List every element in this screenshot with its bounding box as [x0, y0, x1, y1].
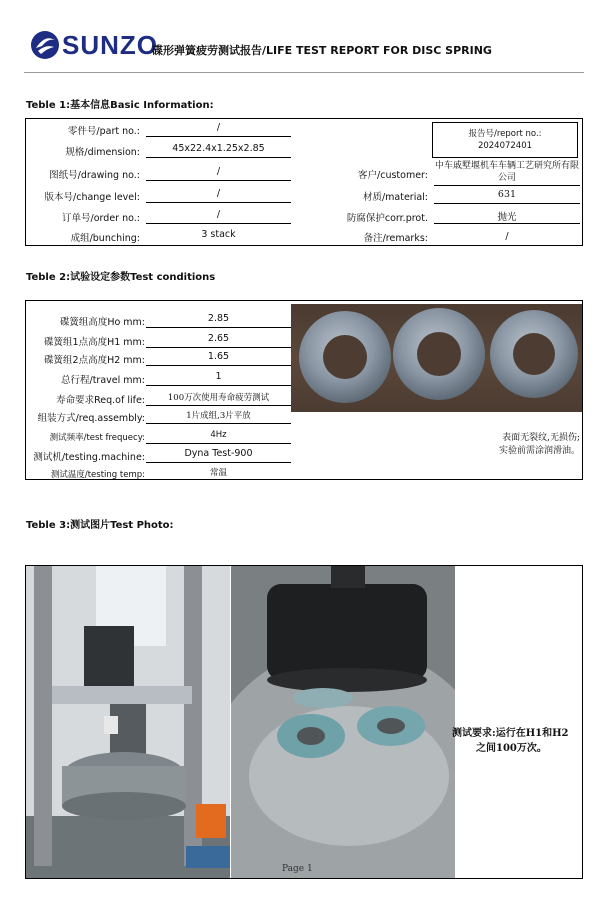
- requirement-line2: 之间100万次。: [476, 743, 547, 754]
- report-title: 碟形弹簧疲劳测试报告/LIFE TEST REPORT FOR DISC SPRING: [152, 44, 492, 57]
- label-ho: 碟簧组高度Ho mm:: [59, 317, 145, 328]
- disc-spring-photo: [291, 304, 582, 412]
- value-assembly: 1片成组,3片平放: [146, 409, 291, 424]
- label-customer: 客户/customer:: [358, 170, 428, 181]
- value-machine: Dyna Test-900: [146, 448, 291, 463]
- label-material: 材质/material:: [362, 192, 428, 203]
- disc-spring-illustration: [291, 304, 582, 412]
- label-h2: 碟簧组2点高度H2 mm:: [44, 355, 145, 366]
- value-ho: 2.85: [146, 313, 291, 328]
- result-line1: 表面无裂纹,无损伤;: [502, 433, 580, 443]
- value-report-no: 2024072401: [477, 141, 533, 151]
- table1-title: Teble 1:基本信息Basic Information:: [26, 100, 214, 111]
- value-req-life: 100万次使用寿命疲劳测试: [146, 391, 291, 406]
- test-machine-photo: [26, 566, 230, 878]
- value-h2: 1.65: [146, 351, 291, 366]
- page-number: Page 1: [282, 864, 313, 874]
- value-temp: 常温: [209, 468, 227, 478]
- label-part-no: 零件号/part no.:: [67, 126, 140, 137]
- table3-title: Teble 3:测试图片Test Photo:: [26, 520, 174, 531]
- value-corr-prot: 抛光: [434, 209, 580, 224]
- requirement-line1: 测试要求:运行在H1和H2: [452, 728, 569, 739]
- label-report-no: 报告号/report no.:: [468, 129, 542, 139]
- label-req-life: 寿命要求Req.of life:: [56, 395, 145, 406]
- value-remarks: /: [505, 231, 509, 242]
- label-travel: 总行程/travel mm:: [61, 375, 145, 386]
- value-dimension: 45x22.4x1.25x2.85: [146, 143, 291, 158]
- label-temp: 测试温度/testing temp:: [50, 470, 145, 480]
- closeup-illustration: [231, 566, 455, 878]
- test-machine-illustration: [26, 566, 230, 878]
- label-change-level: 版本号/change level:: [44, 192, 140, 203]
- label-h1: 碟簧组1点高度H1 mm:: [44, 337, 145, 348]
- table2-title: Teble 2:试验设定参数Test conditions: [26, 272, 216, 283]
- label-dimension: 规格/dimension:: [65, 147, 140, 158]
- label-frequency: 测试频率/test frequecy:: [49, 433, 145, 443]
- label-drawing-no: 图纸号/drawing no.:: [49, 170, 140, 181]
- label-assembly: 组装方式/req.assembly:: [37, 413, 145, 424]
- value-change-level: /: [146, 188, 291, 203]
- label-bunching: 成组/bunching:: [70, 233, 140, 244]
- label-remarks: 备注/remarks:: [363, 233, 428, 244]
- value-customer: 中车戚墅堰机车车辆工艺研究所有限公司: [434, 160, 580, 186]
- result-line2: 实验前需涂润滑油。: [498, 446, 580, 456]
- header-divider: [24, 72, 584, 73]
- value-part-no: /: [146, 122, 291, 137]
- value-order-no: /: [146, 209, 291, 224]
- brand-name: SUNZO: [62, 30, 158, 60]
- label-order-no: 订单号/order no.:: [62, 213, 140, 224]
- label-corr-prot: 防腐保护corr.prot.: [346, 213, 428, 224]
- value-drawing-no: /: [146, 166, 291, 181]
- value-bunching: 3 stack: [201, 229, 236, 240]
- label-machine: 测试机/testing.machine:: [33, 452, 145, 463]
- value-travel: 1: [146, 371, 291, 386]
- value-h1: 2.65: [146, 333, 291, 348]
- value-material: 631: [434, 189, 580, 204]
- value-frequency: 4Hz: [146, 430, 291, 444]
- closeup-photo: [231, 566, 455, 878]
